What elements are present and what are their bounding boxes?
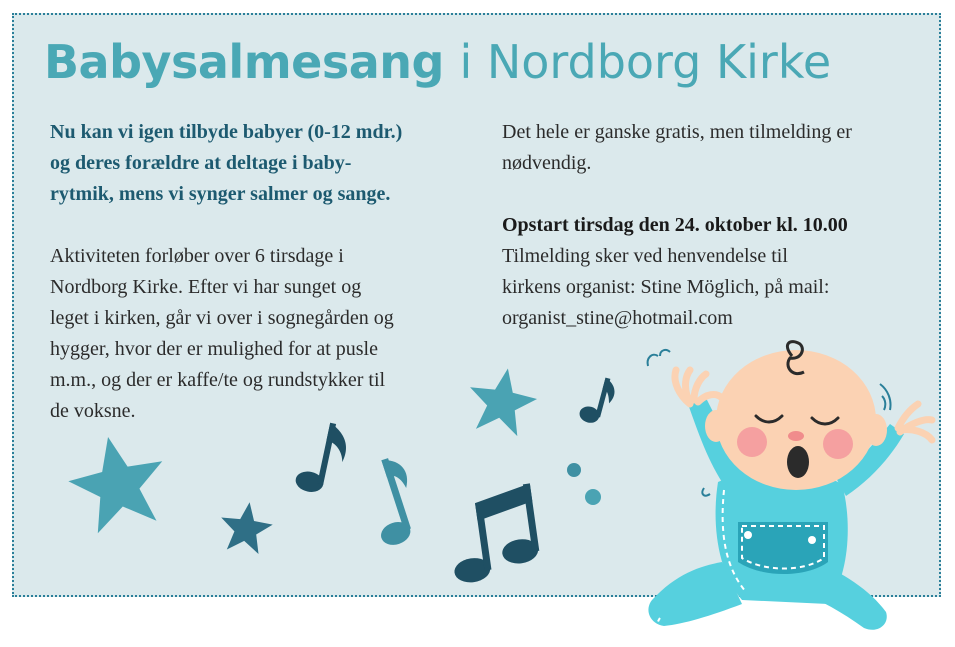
free-line: Det hele er ganske gratis, men tilmelding er (502, 121, 852, 143)
star-icon (463, 363, 541, 439)
body-line: Aktiviteten forløber over 6 tirsdage i (50, 245, 344, 267)
intro-line: og deres forældre at deltage i baby- (50, 152, 352, 174)
dot-icon (585, 489, 601, 505)
body-line: de voksne. (50, 400, 136, 422)
music-note-icon (294, 418, 351, 497)
star-icon (61, 427, 174, 537)
star-icon (217, 499, 275, 556)
body-line: Nordborg Kirke. Efter vi har sunget og (50, 276, 362, 298)
intro-line: Nu kan vi igen tilbyde babyer (0-12 mdr.) (50, 121, 403, 143)
free-line: nødvendig. (502, 152, 592, 174)
music-note-icon (444, 483, 543, 584)
body-line: leget i kirken, går vi over i sognegården og (50, 307, 394, 329)
music-note-icon (578, 373, 618, 427)
singing-baby-illustration (648, 342, 932, 635)
dot-icon (567, 463, 581, 477)
body-line: hygger, hvor der er mulighed for at pusle (50, 338, 378, 360)
signup-line: Tilmelding sker ved henvendelse til (502, 245, 788, 267)
music-note-icon (359, 454, 427, 548)
body-line: m.m., og der er kaffe/te og rundstykker til (50, 369, 386, 391)
title-bold: Babysalmesang (44, 35, 444, 89)
start-date: Opstart tirsdag den 24. oktober kl. 10.00 (502, 214, 848, 236)
signup-line: kirkens organist: Stine Möglich, på mail: (502, 276, 830, 298)
contact-email: organist_stine@hotmail.com (502, 307, 733, 329)
title-light: i Nordborg Kirke (459, 35, 832, 89)
intro-line: rytmik, mens vi synger salmer og sange. (50, 183, 391, 205)
